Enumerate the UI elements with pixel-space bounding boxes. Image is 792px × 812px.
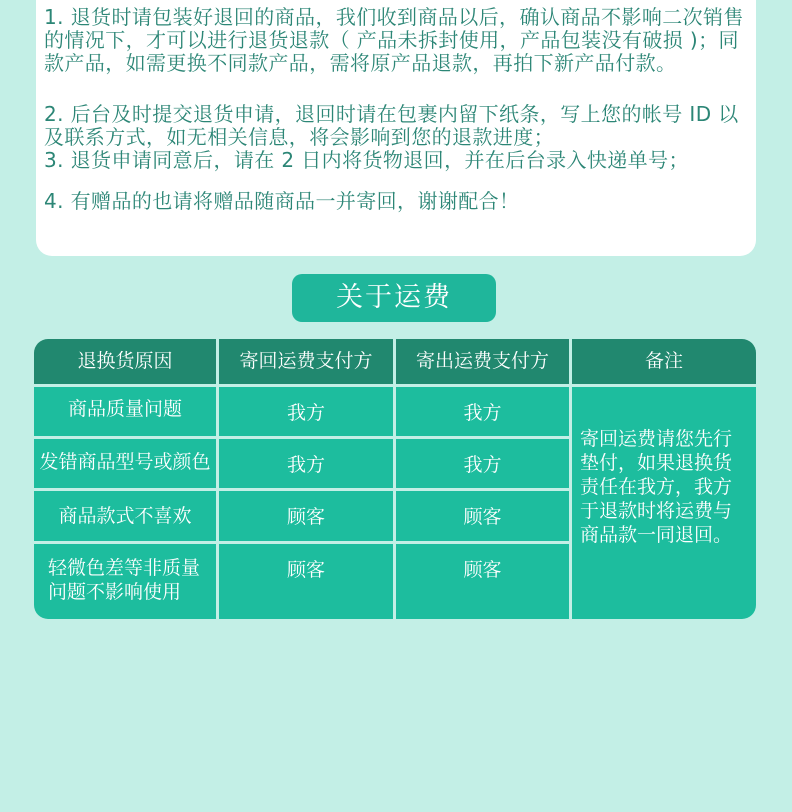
return-policy-card [36,0,756,256]
shipping-section-title: 关于运费 [292,274,496,322]
policy-item-4: 4. 有赠品的也请将赠品随商品一并寄回，谢谢配合！ [44,189,520,213]
table-note: 寄回运费请您先行垫付，如果退换货责任在我方，我方于退款时将运费与商品款一同退回。 [572,387,756,619]
header-reason: 退换货原因 [34,339,216,384]
table-row-2-return-payer: 我方 [219,439,393,488]
policy-item-1: 1. 退货时请包装好退回的商品，我们收到商品以后，确认商品不影响二次销售的情况下，才可以进行退货退款（ 产品未拆封使用，产品包装没有破损 )；同款产品，如需更换不同款产品，需将原产品退款，再拍下新产品付款。 [44,5,744,75]
table-row-4-reason: 轻微色差等非质量问题不影响使用 [34,544,216,619]
header-note: 备注 [572,339,756,384]
table-row-2-send-payer: 我方 [396,439,569,488]
header-send-payer: 寄出运费支付方 [396,339,569,384]
table-row-4-send-payer: 顾客 [396,544,569,619]
table-row-3-reason: 商品款式不喜欢 [34,491,216,541]
table-row-1-send-payer: 我方 [396,387,569,436]
table-row-3-send-payer: 顾客 [396,491,569,541]
table-row-1-return-payer: 我方 [219,387,393,436]
policy-item-3: 3. 退货申请同意后，请在 2 日内将货物退回，并在后台录入快递单号； [44,148,689,172]
shipping-table [34,339,756,619]
header-return-payer: 寄回运费支付方 [219,339,393,384]
table-row-1-reason: 商品质量问题 [34,387,216,436]
table-row-3-return-payer: 顾客 [219,491,393,541]
policy-item-2: 2. 后台及时提交退货申请，退回时请在包裹内留下纸条，写上您的帐号 ID 以及联系方式，如无相关信息，将会影响到您的退款进度； [44,102,739,149]
table-row-4-return-payer: 顾客 [219,544,393,619]
table-row-2-reason: 发错商品型号或颜色 [34,439,216,488]
